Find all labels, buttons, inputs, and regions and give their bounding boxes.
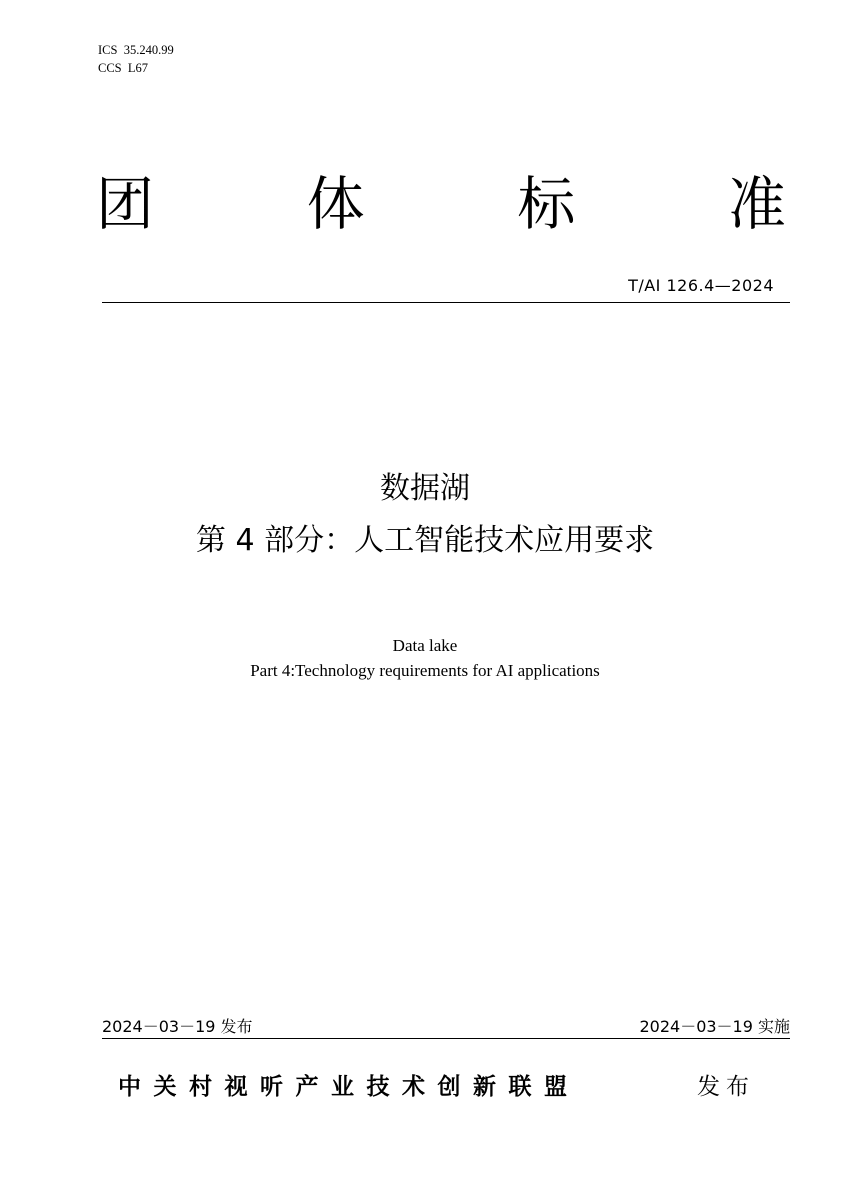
header-divider	[102, 302, 790, 303]
implementation-date: 2024－03－19 实施	[639, 1017, 790, 1036]
standard-type-char: 标	[517, 170, 576, 238]
publisher-action: 发布	[697, 1074, 755, 1099]
standard-number: T/AI 126.4—2024	[628, 276, 774, 295]
publisher-name: 中关村视听产业技术创新联盟	[118, 1074, 580, 1099]
standard-type-char: 体	[306, 170, 365, 238]
title-cn-main: 数据湖	[380, 471, 470, 506]
title-en-main: Data lake	[392, 636, 458, 655]
title-cn-part: 第 4 部分：人工智能技术应用要求	[195, 523, 655, 558]
footer-divider	[102, 1038, 790, 1039]
standard-type-heading	[96, 164, 786, 244]
title-en-part: Part 4:Technology requirements for AI applications	[250, 661, 600, 680]
ccs-code: CCS L67	[98, 61, 149, 75]
classification-codes	[98, 41, 174, 77]
standard-type-char: 准	[727, 170, 786, 238]
ics-code: ICS 35.240.99	[98, 43, 174, 57]
issue-date: 2024－03－19 发布	[102, 1017, 253, 1036]
standard-type-char: 团	[96, 170, 155, 238]
